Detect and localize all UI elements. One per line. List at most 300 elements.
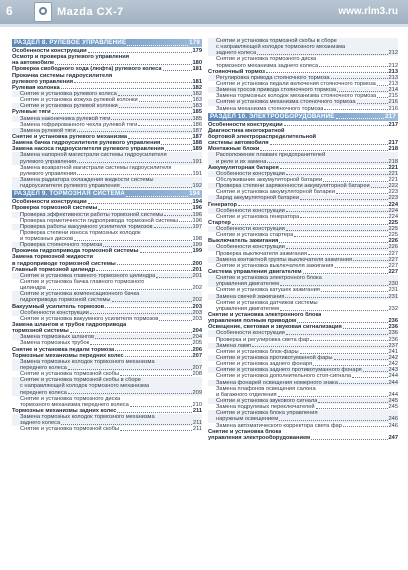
toc-entry-text: и багажного отделения bbox=[216, 391, 277, 398]
dot-leader bbox=[68, 393, 192, 394]
dot-leader bbox=[120, 430, 192, 431]
toc-entry-text: Снятие и установка генератора bbox=[216, 213, 300, 220]
dot-leader bbox=[95, 338, 191, 339]
toc-page-number: 188 bbox=[192, 140, 202, 147]
toc-page-number: 196 bbox=[192, 205, 202, 212]
toc-page-number: 225 bbox=[388, 232, 398, 239]
toc-page-number: 205 bbox=[192, 340, 202, 347]
toc-entry-text: Система управления двигателем bbox=[208, 269, 302, 276]
toc-entry-text: Диагностика многократной bbox=[208, 127, 285, 134]
dot-leader bbox=[117, 412, 191, 413]
dot-leader bbox=[331, 78, 388, 79]
toc-entry-text: Проверка и регулировка света фар bbox=[216, 336, 310, 343]
dot-leader bbox=[90, 313, 192, 314]
toc-entry-text: Снятие и установка бачка главного тормозного bbox=[20, 279, 145, 286]
dot-leader bbox=[118, 95, 192, 96]
toc-entry-text: Снятие и установка главного тормозного цилиндра bbox=[20, 272, 156, 279]
toc-entry-text: Снятие и установка рулевой колонки bbox=[20, 103, 118, 110]
toc-page-number: 179 bbox=[189, 39, 200, 46]
mazda-logo-icon bbox=[34, 2, 52, 22]
toc-entry-text: Замена тормозных трубок bbox=[20, 340, 90, 347]
toc-entry-text: Замена автоматического корректора света фар bbox=[216, 422, 342, 429]
toc-entry-text: цилиндра bbox=[20, 285, 46, 292]
toc-entry-text: Прокачка системы гидроусилителя bbox=[12, 72, 113, 79]
dot-leader bbox=[98, 209, 191, 210]
toc-entry-text: Снятие и установка блока управления bbox=[216, 410, 318, 417]
dot-leader bbox=[343, 426, 388, 427]
dot-leader bbox=[90, 344, 191, 345]
toc-entry-text: Снятие и установка тормозной скобы в сборе bbox=[20, 377, 141, 384]
toc-entry-text: Снятие и установка заднего фонаря bbox=[216, 361, 313, 368]
dot-leader bbox=[335, 267, 388, 268]
dot-leader bbox=[96, 270, 191, 271]
toc-entry-text: Замена свечей зажигания bbox=[216, 293, 285, 300]
dot-leader bbox=[161, 144, 191, 145]
dot-leader bbox=[321, 291, 388, 292]
toc-page-number: 186 bbox=[192, 121, 202, 128]
dot-leader bbox=[257, 54, 387, 55]
toc-entry-text: Замена бачка гидроусилителя рулевого управления bbox=[12, 140, 161, 147]
toc-page-number: 212 bbox=[388, 50, 398, 57]
toc-page-number: 204 bbox=[192, 334, 202, 341]
dot-leader bbox=[127, 45, 188, 46]
toc-page-number: 199 bbox=[192, 248, 202, 255]
toc-entry-text: Снятие и установка кожуха рулевой колонки bbox=[20, 97, 138, 104]
dot-leader bbox=[337, 91, 387, 92]
toc-entry-text: Снятие и установка тормозной скобы bbox=[20, 371, 120, 378]
toc-page-number: 213 bbox=[388, 68, 398, 75]
toc-entry-text: заднего колеса bbox=[20, 420, 61, 427]
toc-entry-text: Замена подрулевых переключателей bbox=[216, 404, 315, 411]
toc-entry-text: Снятие и установка блока bbox=[208, 428, 282, 435]
toc-entry-text: Проверка герметичности гидропривода тормозной системы bbox=[20, 217, 178, 224]
dot-leader bbox=[285, 297, 387, 298]
toc-entry-text: Особенности конструкции bbox=[12, 47, 87, 54]
dot-leader bbox=[279, 420, 387, 421]
dot-leader bbox=[165, 150, 191, 151]
toc-page-number: 225 bbox=[388, 219, 398, 226]
toc-entry-text: Снятие и установка заднего противотуманного фонаря bbox=[216, 367, 362, 374]
toc-entry-text: Замена плафонов освещения салона bbox=[216, 385, 316, 392]
toc-entry-text: Стояночный тормоз bbox=[208, 68, 265, 75]
toc-page-number: 217 bbox=[385, 112, 396, 120]
toc-entry-text: Особенности конструкции bbox=[216, 170, 285, 177]
toc-entry-text: и реле и их замена bbox=[216, 158, 267, 165]
dot-leader bbox=[310, 340, 387, 341]
model-title: Mazda CX-7 bbox=[57, 6, 124, 18]
dot-leader bbox=[179, 221, 192, 222]
toc-page-number: 241 bbox=[388, 348, 398, 355]
toc-entry-text: Снятие и установка аккумуляторной батареи bbox=[216, 189, 335, 196]
dot-leader bbox=[300, 199, 387, 200]
toc-page-number: 217 bbox=[388, 140, 398, 147]
toc-entry-text: Замена рулевой тяги bbox=[20, 127, 76, 134]
toc-entry-text: рулевого управления bbox=[20, 158, 77, 165]
dot-leader bbox=[280, 310, 387, 311]
dot-leader bbox=[138, 125, 191, 126]
toc-entry-text: РАЗДЕЛ 8. РУЛЕВОЕ УПРАВЛЕНИЕ bbox=[14, 39, 127, 46]
toc-entry-text: Снятие и установка рулевого колеса bbox=[20, 90, 117, 97]
dot-leader bbox=[105, 307, 191, 308]
dot-leader bbox=[70, 332, 192, 333]
toc-entry-text: рулевого управления bbox=[20, 170, 77, 177]
toc-page-number: 202 bbox=[192, 285, 202, 292]
toc-page-number: 242 bbox=[388, 355, 398, 362]
dot-leader bbox=[88, 203, 192, 204]
toc-page-number: 202 bbox=[192, 297, 202, 304]
dot-leader bbox=[119, 107, 192, 108]
dot-leader bbox=[316, 408, 388, 409]
toc-page-number: 203 bbox=[192, 309, 202, 316]
dot-leader bbox=[140, 252, 192, 253]
toc-page-number: 183 bbox=[192, 97, 202, 104]
toc-page-number: 206 bbox=[192, 346, 202, 353]
toc-entry-text: Расположение плавких предохранителей bbox=[216, 152, 326, 159]
toc-page-number: 224 bbox=[388, 213, 398, 220]
dot-leader bbox=[311, 439, 387, 440]
toc-page-number: 236 bbox=[388, 330, 398, 337]
toc-page-number: 221 bbox=[388, 170, 398, 177]
toc-page-number: 217 bbox=[388, 121, 398, 128]
toc-page-number: 191 bbox=[192, 170, 202, 177]
toc-entry-text: Замена тросов привода стояночного тормоза bbox=[216, 87, 337, 94]
toc-page-number: 227 bbox=[388, 269, 398, 276]
dot-leader bbox=[300, 353, 388, 354]
toc-entry-text: системы автомобиля bbox=[208, 140, 269, 147]
toc-entry-text: Особенности конструкции bbox=[216, 244, 285, 251]
toc-page-number: 199 bbox=[192, 242, 202, 249]
toc-page-number: 227 bbox=[388, 262, 398, 269]
toc-entry-text: Снятие и установка выключателя зажигания bbox=[216, 262, 334, 269]
toc-page-number: 194 bbox=[192, 199, 202, 206]
dot-leader bbox=[278, 396, 388, 397]
toc-entry-text: РАЗДЕЛ 10. ЭЛЕКТРООБОРУДОВАНИЕ bbox=[210, 112, 335, 120]
toc-entry-text: Замена тормозной жидкости bbox=[12, 254, 93, 261]
toc-page-number: 185 bbox=[192, 115, 202, 122]
dot-leader bbox=[88, 52, 192, 53]
toc-page-number: 204 bbox=[192, 328, 202, 335]
toc-page-number: 180 bbox=[192, 60, 202, 67]
dot-leader bbox=[115, 350, 191, 351]
toc-entry-text: заднего колеса bbox=[216, 50, 257, 57]
dot-leader bbox=[336, 193, 388, 194]
dot-leader bbox=[103, 246, 191, 247]
toc-page-number: 191 bbox=[192, 158, 202, 165]
toc-entry-text: Замена тормозных колодок тормозного механизма bbox=[20, 358, 155, 365]
toc-page-number: 230 bbox=[388, 281, 398, 288]
dot-leader bbox=[280, 285, 387, 286]
toc-entry-text: Снятие и установка электронного блока bbox=[208, 312, 322, 319]
dot-leader bbox=[377, 85, 388, 86]
toc-entry-text: тормозного механизма заднего колеса bbox=[216, 62, 319, 69]
toc-entry-text: гидроусилителя рулевого управления bbox=[20, 183, 120, 190]
toc-page-number: 203 bbox=[192, 315, 202, 322]
dot-leader bbox=[377, 97, 387, 98]
toc-entry-text: Замена насоса гидроусилителя рулевого управления bbox=[12, 146, 165, 153]
toc-page-number: 185 bbox=[192, 109, 202, 116]
toc-page-number: 243 bbox=[388, 367, 398, 374]
toc-page-number: 226 bbox=[388, 244, 398, 251]
toc-page-number: 196 bbox=[192, 211, 202, 218]
toc-entry-text: Вакуумный усилитель тормозов bbox=[12, 303, 105, 310]
toc-section-heading bbox=[12, 39, 202, 47]
toc-entry-text: тормозного механизма переднего колеса bbox=[20, 401, 129, 408]
toc-subentry bbox=[208, 106, 398, 112]
dot-leader bbox=[323, 181, 387, 182]
dot-leader bbox=[252, 346, 387, 347]
toc-entry-text: и тормозных дисков bbox=[20, 236, 73, 243]
toc-entry-text: Тормозные механизмы задних колес bbox=[12, 408, 117, 414]
dot-leader bbox=[339, 383, 388, 384]
dot-leader bbox=[336, 118, 384, 119]
toc-page-number: 187 bbox=[192, 133, 202, 140]
toc-page-number: 201 bbox=[192, 266, 202, 273]
toc-entry-text: Замена тормозных колодок механизма стояночного тормоза bbox=[216, 93, 377, 100]
toc-entry-text: Особенности конструкции bbox=[20, 309, 89, 316]
dot-leader bbox=[357, 103, 388, 104]
toc-entry-text: Особенности конструкции bbox=[216, 330, 285, 337]
dot-leader bbox=[61, 88, 192, 89]
toc-entry-text: Осмотр и проверка рулевого управления bbox=[12, 54, 130, 61]
toc-subentry bbox=[12, 183, 202, 189]
toc-page-number: 194 bbox=[189, 190, 200, 198]
toc-page-number: 231 bbox=[388, 293, 398, 300]
toc-page-number: 224 bbox=[388, 201, 398, 208]
toc-entry-text: управления двигателем bbox=[216, 281, 280, 288]
toc-page-number: 181 bbox=[192, 78, 202, 85]
toc-entry-text: переднего колеса bbox=[20, 389, 67, 396]
toc-page-number: 218 bbox=[388, 146, 398, 153]
dot-leader bbox=[120, 375, 191, 376]
toc-entry-text: Замена фонарей освещения номерного знака bbox=[216, 379, 338, 386]
toc-entry-text: управления электрооборудованием bbox=[208, 434, 311, 441]
toc-entry-text: Замена шлангов и трубок гидропривода bbox=[12, 322, 127, 329]
toc-page-number: 221 bbox=[388, 164, 398, 171]
toc-entry-text: Проверка эффективности работы тормозной системы bbox=[20, 211, 164, 218]
dot-leader bbox=[68, 369, 192, 370]
toc-entry-text: Снятие и установка стартера bbox=[216, 232, 294, 239]
toc-entry-text: с направляющей колодок тормозного механизма bbox=[216, 44, 346, 51]
toc-page-number: 227 bbox=[388, 250, 398, 257]
toc-entry-text: Снятие и установка дополнительного стоп-сигнала bbox=[216, 373, 352, 380]
page-header bbox=[0, 0, 408, 24]
page-number: 6 bbox=[6, 4, 13, 18]
toc-entry-text: Прокачка гидропривода тормозной системы bbox=[12, 248, 139, 255]
toc-entry-text: Замена тормозных колодок тормозного механизма bbox=[20, 414, 155, 421]
toc-entry bbox=[208, 435, 398, 441]
toc-section-heading bbox=[208, 113, 398, 121]
toc-page-number: 245 bbox=[388, 398, 398, 404]
toc-page-number: 213 bbox=[388, 74, 398, 81]
toc-entry-text: Замена напорной магистрали системы гидроусилителя bbox=[20, 152, 167, 159]
dot-leader bbox=[297, 322, 387, 323]
toc-entry-text: Замена механизма стояночного тормоза bbox=[216, 105, 324, 112]
dot-leader bbox=[61, 424, 192, 425]
dot-leader bbox=[279, 242, 387, 243]
toc-entry-text: управления полным приводом bbox=[208, 318, 297, 325]
toc-page-number: 216 bbox=[388, 105, 398, 112]
dot-leader bbox=[286, 248, 388, 249]
toc-entry-text: Проверка тормозной системы bbox=[12, 205, 98, 212]
dot-leader bbox=[324, 109, 387, 110]
toc-entry-text: Проверка степени заряженности аккумуляторной батареи bbox=[216, 183, 370, 190]
toc-page-number: 209 bbox=[192, 389, 202, 396]
toc-entry-text: Особенности конструкции bbox=[216, 226, 285, 233]
dot-leader bbox=[303, 273, 388, 274]
toc-entry-text: Замена тормозных шлангов bbox=[20, 334, 95, 341]
toc-entry-text: Снятие и установка механизма стояночного тормоза bbox=[216, 99, 356, 106]
dot-leader bbox=[308, 254, 388, 255]
dot-leader bbox=[55, 64, 191, 65]
dot-leader bbox=[47, 289, 192, 290]
toc-page-number: 192 bbox=[192, 183, 202, 190]
dot-leader bbox=[117, 264, 192, 265]
dot-leader bbox=[74, 82, 191, 83]
toc-page-number: 246 bbox=[388, 422, 398, 429]
dot-leader bbox=[334, 359, 388, 360]
toc-page-number: 207 bbox=[192, 352, 202, 359]
toc-page-number: 236 bbox=[388, 324, 398, 331]
toc-section-heading bbox=[12, 190, 202, 198]
toc-entry-text: Проверка работы вакуумного усилителя тормозов bbox=[20, 223, 153, 230]
dot-leader bbox=[371, 187, 388, 188]
toc-page-number: 237 bbox=[388, 342, 398, 349]
toc-page-number: 187 bbox=[192, 127, 202, 134]
dot-leader bbox=[156, 277, 191, 278]
toc-page-number: 236 bbox=[388, 336, 398, 343]
toc-entry-text: Замена возвратной магистрали системы гидроусилителя bbox=[20, 164, 172, 171]
toc-entry-text: переднего колеса bbox=[20, 365, 67, 372]
dot-leader bbox=[125, 356, 192, 357]
dot-leader bbox=[280, 168, 388, 169]
toc-entry-text: Рулевые тяги bbox=[12, 109, 51, 116]
toc-entry-text: Особенности конструкции bbox=[12, 199, 87, 206]
toc-entry-text: Обслуживание аккумуляторной батареи bbox=[216, 176, 323, 183]
toc-page-number: 223 bbox=[388, 189, 398, 196]
dot-leader bbox=[126, 196, 188, 197]
toc-entry-text: Монтажные блоки bbox=[208, 146, 260, 153]
toc-page-number: 179 bbox=[192, 47, 202, 54]
toc-entry-text: Снятие и установка звукового сигнала bbox=[216, 398, 318, 404]
dot-leader bbox=[286, 230, 388, 231]
toc-page-number: 244 bbox=[388, 391, 398, 398]
toc-page-number: 211 bbox=[192, 426, 202, 433]
toc-entry-text: с направляющей колодок тормозного механизма bbox=[20, 383, 150, 390]
toc-page-number: 198 bbox=[192, 236, 202, 243]
toc-entry-text: Снятие и установка противотуманной фары bbox=[216, 355, 333, 362]
dot-leader bbox=[266, 72, 388, 73]
toc-entry-text: тормозной системы bbox=[12, 328, 69, 335]
toc-entry-text: Освещение, световая и звуковая сигнализация bbox=[208, 324, 342, 331]
toc-entry-text: Замена наконечника рулевой тяги bbox=[20, 115, 111, 122]
toc-entry-text: Замена контактной группы выключателя зажигания bbox=[216, 256, 353, 263]
toc-entry-text: Замена радиатора охлаждения жидкости системы bbox=[20, 176, 154, 183]
toc-entry-text: Снятие и установка тормозного диска bbox=[20, 395, 121, 402]
toc-entry-text: Снятие и установка рулевого механизма bbox=[12, 133, 128, 140]
toc-entry-text: в гидроприводе тормозной системы bbox=[12, 260, 116, 267]
toc-entry-text: Проверка степени износа тормозных колодок bbox=[20, 229, 141, 236]
toc-entry-text: рулевого управления bbox=[12, 78, 74, 85]
dot-leader bbox=[74, 240, 192, 241]
toc-page-number: 200 bbox=[192, 260, 202, 267]
toc-entry-text: Проверка выключателя зажигания bbox=[216, 250, 307, 257]
toc-page-number: 216 bbox=[388, 99, 398, 106]
toc-page-number: 211 bbox=[192, 408, 202, 414]
toc-entry-text: РАЗДЕЛ 9. ТОРМОЗНАЯ СИСТЕМА bbox=[14, 190, 125, 198]
toc-page-number: 201 bbox=[192, 272, 202, 279]
toc-entry-text: Проверка стояночного тормоза bbox=[20, 242, 103, 249]
toc-page-number: 181 bbox=[192, 66, 202, 73]
toc-entry-text: Аккумуляторная батарея bbox=[208, 164, 279, 171]
toc-entry-text: бортовой электрораспределительной bbox=[208, 133, 317, 140]
toc-page-number: 197 bbox=[192, 223, 202, 230]
toc-entry-text: Замена гофрированного чехла рулевой тяги bbox=[20, 121, 138, 128]
dot-leader bbox=[286, 211, 388, 212]
toc-page-number: 247 bbox=[388, 434, 398, 441]
dot-leader bbox=[238, 205, 388, 206]
toc-page-number: 215 bbox=[388, 93, 398, 100]
toc-page-number: 231 bbox=[388, 287, 398, 294]
dot-leader bbox=[343, 328, 388, 329]
dot-leader bbox=[363, 371, 388, 372]
dot-leader bbox=[353, 260, 387, 261]
dot-leader bbox=[112, 301, 192, 302]
toc-entry-text: Снятие и установка электронного блока bbox=[216, 275, 322, 282]
toc-page-number: 223 bbox=[388, 195, 398, 202]
toc-entry-text: на автомобиле bbox=[12, 60, 55, 67]
toc-entry-text: Особенности конструкции bbox=[208, 121, 283, 128]
toc-page-number: 227 bbox=[388, 256, 398, 263]
toc-entry-text: Снятие и установка компенсационного бачка bbox=[20, 291, 140, 298]
toc-page-number: 210 bbox=[192, 401, 202, 408]
dot-leader bbox=[232, 224, 388, 225]
toc-entry-text: Снятие и установка тормозного диска bbox=[216, 56, 317, 63]
toc-page-number: 242 bbox=[388, 361, 398, 368]
toc-page-number: 182 bbox=[192, 84, 202, 91]
toc-entry-text: Генератор bbox=[208, 201, 237, 208]
toc-page-number: 208 bbox=[192, 371, 202, 378]
dot-leader bbox=[77, 162, 191, 163]
toc-entry-text: Рулевая колонка bbox=[12, 84, 60, 91]
toc-page-number: 232 bbox=[388, 305, 398, 312]
toc-entry-text: управления двигателем bbox=[216, 305, 280, 312]
toc-entry-text: Проверка свободного хода (люфта) рулевого колеса bbox=[12, 66, 162, 73]
toc-page-number: 196 bbox=[192, 217, 202, 224]
dot-leader bbox=[52, 113, 192, 114]
toc-entry-text: Стартер bbox=[208, 219, 231, 226]
toc-entry-text: Снятие и установка блок-фары bbox=[216, 348, 299, 355]
toc-page-number: 245 bbox=[388, 404, 398, 411]
dot-leader bbox=[286, 174, 388, 175]
toc-page-number: 236 bbox=[388, 318, 398, 325]
dot-leader bbox=[300, 217, 387, 218]
toc-entry-text: наружным освещением bbox=[216, 416, 279, 423]
dot-leader bbox=[260, 150, 387, 151]
dot-leader bbox=[159, 320, 191, 321]
site-url: www.rlm3.ru bbox=[338, 6, 398, 17]
dot-leader bbox=[286, 334, 388, 335]
toc-column-left bbox=[12, 38, 202, 433]
toc-page-number: 214 bbox=[388, 87, 398, 94]
toc-entry-text: Регулировка привода стояночного тормоза bbox=[216, 74, 330, 81]
toc-subentry bbox=[12, 426, 202, 432]
toc-page-number: 213 bbox=[388, 80, 398, 87]
header-divider bbox=[0, 24, 408, 27]
toc-page-number: 226 bbox=[388, 238, 398, 245]
dot-leader bbox=[270, 144, 388, 145]
toc-page-number: 244 bbox=[388, 379, 398, 386]
dot-leader bbox=[154, 227, 192, 228]
